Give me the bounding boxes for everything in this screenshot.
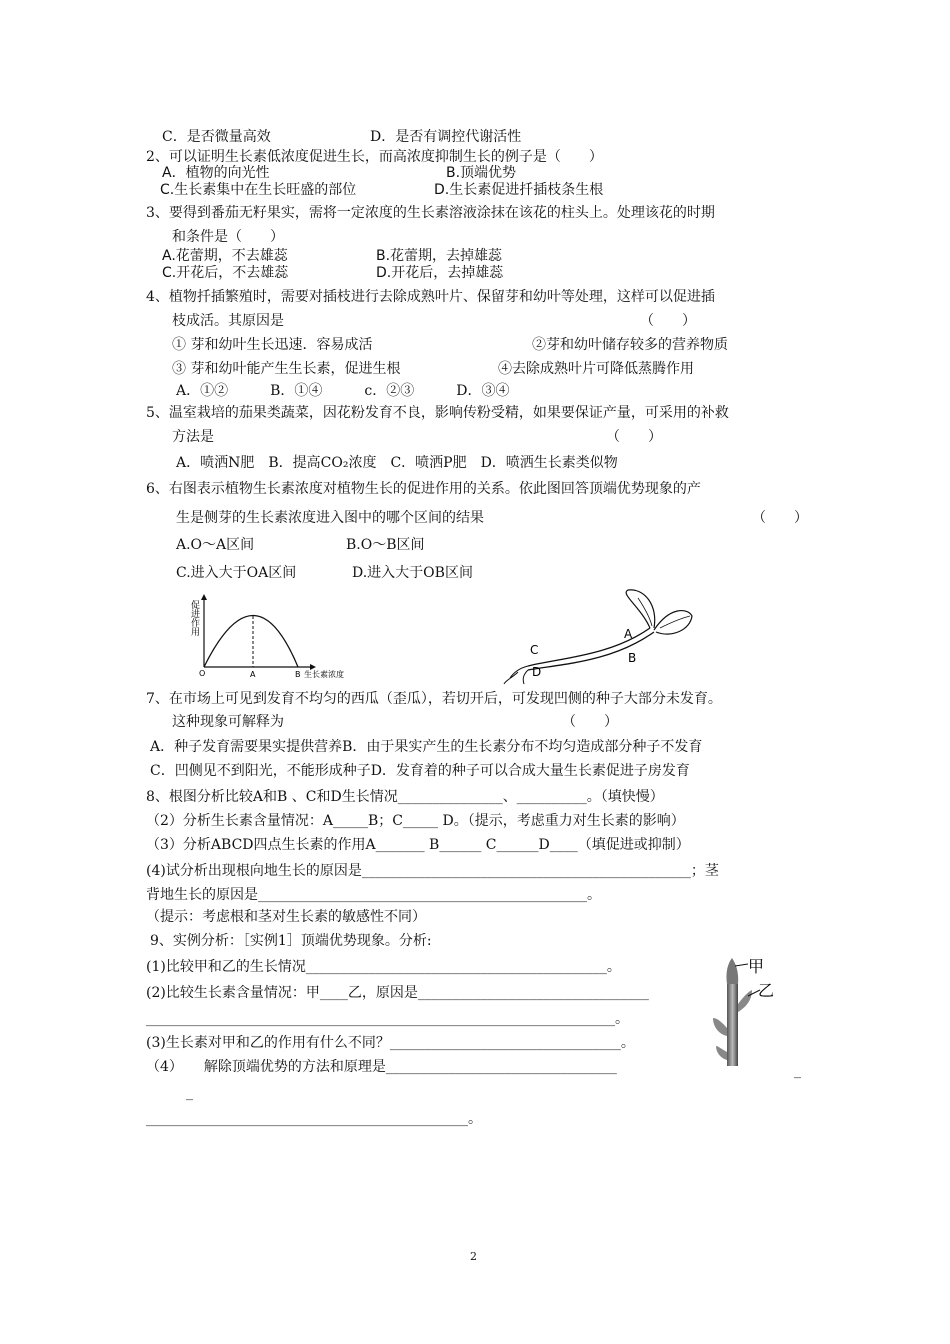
q2-option-c: C.生长素集中在生长旺盛的部位 bbox=[160, 182, 357, 198]
q4-statement-4: ④去除成熟叶片可降低蒸腾作用 bbox=[498, 361, 694, 377]
curve-ylabel: 促进作用 bbox=[189, 600, 199, 636]
q7-options-cd: C．凹侧见不到阳光，不能形成种子D．发育着的种子可以合成大量生长素促进子房发育 bbox=[150, 763, 690, 779]
q6-answer-paren: （ ） bbox=[752, 510, 808, 526]
q3-option-d: D.开花后，去掉雄蕊 bbox=[376, 265, 504, 281]
q9-dash-left: _ bbox=[186, 1085, 193, 1101]
q2-option-b: B.顶端优势 bbox=[446, 165, 517, 181]
jia-leader bbox=[735, 964, 748, 966]
q8-part-2: （2）分析生长素含量情况：A_____B；C_____ D。（提示，考虑重力对生长素的影响） bbox=[146, 813, 685, 829]
growth-curve bbox=[204, 616, 298, 668]
q4-statement-2: ②芽和幼叶储存较多的营养物质 bbox=[532, 337, 728, 353]
q7-answer-paren: （ ） bbox=[562, 714, 618, 730]
curve-origin: O bbox=[199, 669, 206, 678]
q9-part-4: （4） 解除顶端优势的方法和原理是_________________________________ bbox=[146, 1059, 617, 1075]
q4-answer-paren: （ ） bbox=[640, 313, 696, 329]
seedling-label-d: D bbox=[532, 665, 542, 679]
seedling-root bbox=[504, 666, 528, 684]
q9-part-3: (3)生长素对甲和乙的作用有什么不同？_________________________________。 bbox=[146, 1035, 635, 1051]
main-stem bbox=[727, 982, 738, 1066]
q4-statement-3: ③ 芽和幼叶能产生生长素，促进生根 bbox=[172, 361, 401, 377]
q1-option-d: D．是否有调控代谢活性 bbox=[370, 129, 522, 145]
q2-option-a: A．植物的向光性 bbox=[162, 165, 270, 181]
q3-option-c: C.开花后，不去雄蕊 bbox=[162, 265, 289, 281]
curve-point-b: B bbox=[295, 670, 301, 679]
q4-statement-1: ① 芽和幼叶生长迅速．容易成活 bbox=[172, 337, 373, 353]
seedling-label-c: C bbox=[530, 643, 539, 657]
q9-part-1: (1)比较甲和乙的生长情况___________________________________________。 bbox=[146, 959, 621, 975]
q4-stem-cont: 枝成活。其原因是 bbox=[172, 313, 284, 329]
shoot-figure bbox=[704, 952, 784, 1070]
shoot-label-jia: 甲 bbox=[748, 957, 765, 976]
q7-stem-cont: 这种现象可解释为 bbox=[172, 714, 284, 730]
q3-option-a: A.花蕾期，不去雄蕊 bbox=[162, 248, 288, 264]
page-number: 2 bbox=[470, 1250, 477, 1263]
q2-option-d: D.生长素促进扦插枝条生根 bbox=[434, 182, 604, 198]
seedling-label-a: A bbox=[624, 627, 633, 641]
curve-xlabel: 生长素浓度 bbox=[304, 670, 344, 679]
q4-stem: 4、植物扦插繁殖时，需要对插枝进行去除成熟叶片、保留芽和幼叶等处理，这样可以促进插 bbox=[146, 289, 715, 305]
concentration-curve-figure bbox=[189, 592, 344, 680]
shoot-label-yi: 乙 bbox=[758, 981, 775, 1000]
q3-stem-cont: 和条件是（ ） bbox=[172, 229, 284, 245]
q8-part-3: （3）分析ABCD四点生长素的作用A_______ B______ C______D____（填促进或抑制） bbox=[146, 837, 690, 853]
left-cotyledon bbox=[626, 590, 655, 628]
q7-stem: 7、在市场上可见到发育不均匀的西瓜（歪瓜），若切开后，可发现凹侧的种子大部分未发育。 bbox=[146, 691, 722, 707]
curve-y-arrow bbox=[201, 594, 207, 600]
lateral-bud-right bbox=[738, 990, 752, 1012]
q2-stem: 2、可以证明生长素低浓度促进生长，而高浓度抑制生长的例子是（ ） bbox=[146, 149, 603, 165]
q8-hint: （提示：考虑根和茎对生长素的敏感性不同） bbox=[146, 909, 426, 925]
apical-bud bbox=[726, 958, 738, 984]
q7-options-ab: A．种子发育需要果实提供营养B．由于果实产生的生长素分布不均匀造成部分种子不发育 bbox=[150, 739, 703, 755]
q4-options: A．①② B．①④ c．②③ D．③④ bbox=[176, 383, 510, 399]
seedling-label-b: B bbox=[628, 651, 637, 665]
q5-stem: 5、温室栽培的茄果类蔬菜，因花粉发育不良，影响传粉受精，如果要保证产量，可采用的补救 bbox=[146, 405, 729, 421]
q9-dash-right: _ bbox=[794, 1063, 801, 1079]
lateral-bud-left bbox=[713, 1018, 727, 1036]
q9-stem: 9、实例分析：［实例1］顶端优势现象。分析: bbox=[150, 933, 432, 949]
q6-option-b: B.O～B区间 bbox=[346, 537, 425, 553]
q6-stem-cont: 生是侧芽的生长素浓度进入图中的哪个区间的结果 bbox=[176, 510, 484, 526]
seedling-figure bbox=[500, 586, 700, 686]
q5-stem-cont: 方法是 bbox=[172, 429, 214, 445]
q3-stem: 3、要得到番茄无籽果实，需将一定浓度的生长素溶液涂抹在该花的柱头上。处理该花的时期 bbox=[146, 205, 715, 221]
lateral-bud-lower bbox=[716, 1046, 727, 1060]
q9-final-blank: ______________________________________________。 bbox=[146, 1111, 482, 1127]
q1-option-c: C．是否微量高效 bbox=[162, 129, 271, 145]
q6-option-d: D.进入大于OB区间 bbox=[352, 565, 473, 581]
q8-part-4-cont: 背地生长的原因是_______________________________________________。 bbox=[146, 887, 601, 903]
q8-stem: 8、根图分析比较A和B 、C和D生长情况_______________、__________。（填快慢） bbox=[146, 789, 664, 805]
curve-point-a: A bbox=[250, 670, 256, 679]
q5-answer-paren: （ ） bbox=[606, 429, 662, 445]
q3-option-b: B.花蕾期，去掉雄蕊 bbox=[376, 248, 503, 264]
q6-option-a: A.O～A区间 bbox=[176, 537, 255, 553]
q9-part-2-cont: ___________________________________________________________________。 bbox=[146, 1011, 629, 1027]
q5-options: A．喷洒N肥 B．提高CO₂浓度 C．喷洒P肥 D．喷洒生长素类似物 bbox=[176, 455, 618, 471]
q6-option-c: C.进入大于OA区间 bbox=[176, 565, 297, 581]
q6-stem: 6、右图表示植物生长素浓度对植物生长的促进作用的关系。依此图回答顶端优势现象的产 bbox=[146, 481, 701, 497]
q9-part-2: (2)比较生长素含量情况：甲____乙，原因是_________________________________ bbox=[146, 985, 649, 1001]
q8-part-4: (4)试分析出现根向地生长的原因是_______________________________________________；茎 bbox=[146, 863, 719, 879]
